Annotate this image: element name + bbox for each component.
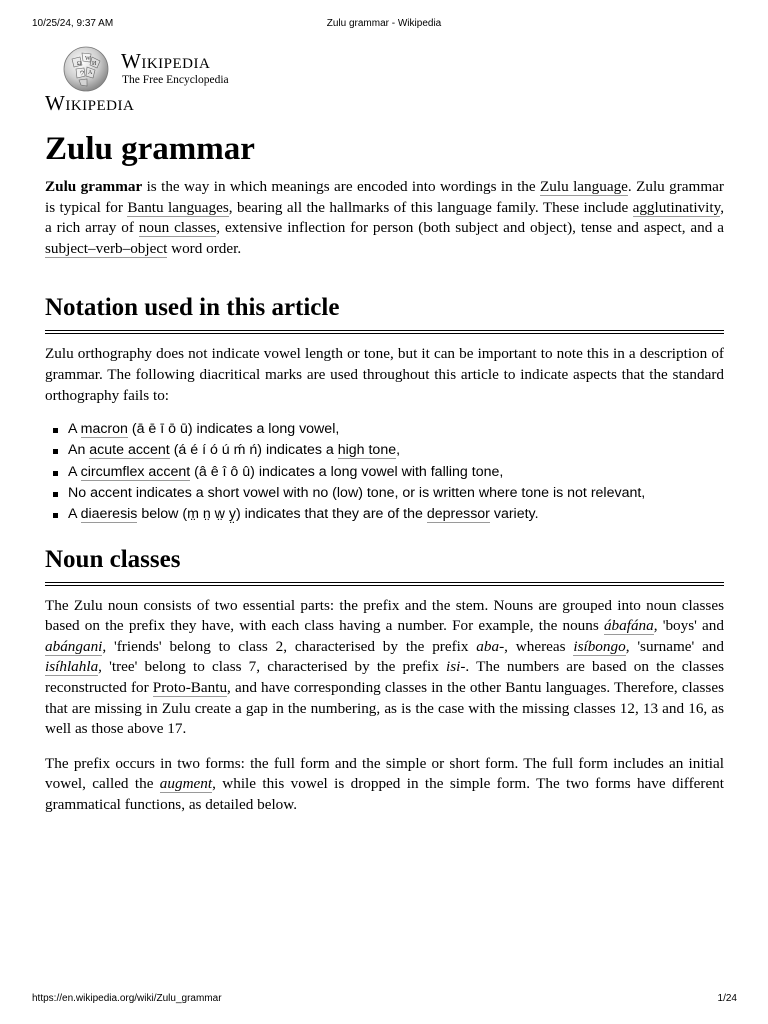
- list-item: [68, 504, 724, 525]
- link-acute-accent[interactable]: acute accent: [89, 442, 170, 459]
- list-item-text: A: [68, 421, 81, 438]
- wikipedia-globe-icon: [62, 45, 110, 93]
- article-title: Zulu grammar: [45, 131, 255, 167]
- lead-paragraph: [45, 177, 724, 259]
- link-isihlahla[interactable]: isíhlahla: [45, 658, 99, 676]
- lead-text: . Zulu grammar is typical for: [45, 178, 724, 216]
- notation-intro: Zulu orthography does not indicate vowel length or tone, but it can be important to note this in a description of grammar. The following diacritical marks are used throughout this article to indicate aspects that the standard orthography fails to:: [45, 345, 724, 404]
- list-item-text: below (m̤ n̤ w̤ y̤) indicates that they are of the: [137, 506, 427, 523]
- list-item: [68, 462, 724, 483]
- list-item-text: No accent indicates a short vowel with no (low) tone, or is written where tone is not relevant,: [68, 485, 646, 502]
- list-item: [68, 483, 724, 504]
- svg-text:ウ: ウ: [79, 71, 86, 77]
- paragraph-text: The prefix occurs in two forms: the full form and the simple or short form. The full form includes an initial vowel, called the: [45, 754, 724, 793]
- link-bantu-languages[interactable]: Bantu languages: [127, 198, 229, 216]
- prefix-example: isi-: [445, 658, 466, 676]
- list-item-text: A: [68, 463, 81, 480]
- list-item-text: A: [68, 506, 81, 523]
- link-macron[interactable]: macron: [80, 421, 128, 438]
- paragraph-text: , 'boys' and: [653, 617, 724, 635]
- paragraph-text: , 'friends' belong to class 2, characterised by the prefix: [102, 637, 477, 655]
- link-high-tone[interactable]: high tone: [337, 442, 397, 459]
- noun-classes-paragraph-1: [45, 596, 724, 740]
- svg-text:W: W: [85, 56, 91, 62]
- heading-noun-classes: Noun classes: [45, 543, 724, 586]
- print-url: https://en.wikipedia.org/wiki/Zulu_grammar: [32, 993, 222, 1004]
- svg-text:A: A: [88, 70, 93, 76]
- link-isibongo[interactable]: isíbongo: [573, 637, 626, 655]
- wikipedia-tagline: The Free Encyclopedia: [122, 74, 229, 86]
- noun-classes-paragraph-2: [45, 754, 724, 816]
- link-abangani[interactable]: abángani: [45, 637, 103, 655]
- paragraph-text: , whereas: [504, 637, 574, 655]
- link-augment[interactable]: augment: [159, 775, 213, 793]
- list-item-text: An: [68, 442, 90, 459]
- svg-text:И: И: [92, 61, 97, 67]
- link-noun-classes[interactable]: noun classes: [138, 219, 217, 237]
- list-item-text: ,: [396, 442, 401, 459]
- link-agglutinativity[interactable]: agglutinativity: [632, 198, 721, 216]
- print-page-number: 1/24: [717, 993, 737, 1004]
- prefix-example: aba-: [476, 637, 505, 655]
- paragraph-text: , while this vowel is dropped in the simple form. The two forms have different grammatical functions, as detailed below.: [45, 775, 724, 813]
- link-proto-bantu[interactable]: Proto-Bantu: [152, 679, 228, 697]
- link-depressor[interactable]: depressor: [426, 506, 490, 523]
- list-item-text: (ā ē ī ō ū) indicates a long vowel,: [127, 421, 340, 438]
- wikipedia-wordmark-large: Wikipedia: [45, 91, 135, 115]
- link-abafana[interactable]: ábafána: [603, 617, 654, 635]
- paragraph-text: The Zulu noun consists of two essential parts: the prefix and the stem. Nouns are grouped into noun classes based on the prefix they have, with each class having a number. For example, the nouns: [45, 596, 724, 635]
- article-content: [45, 126, 724, 816]
- print-page-title: Zulu grammar - Wikipedia: [326, 18, 442, 29]
- print-datetime: 10/25/24, 9:37 AM: [32, 18, 114, 29]
- lead-text: , bearing all the hallmarks of this language family. These include: [228, 198, 633, 216]
- lead-text: is the way in which meanings are encoded into wordings in the: [142, 178, 541, 195]
- list-item-text: variety.: [489, 506, 539, 523]
- lead-text: , extensive inflection for person (both subject and object), tense and aspect, and a: [216, 219, 724, 237]
- paragraph-text: . The numbers are based on the classes reconstructed for: [45, 658, 724, 697]
- svg-text:Ω: Ω: [77, 61, 82, 67]
- link-circumflex-accent[interactable]: circumflex accent: [80, 463, 191, 480]
- list-item: [68, 440, 724, 461]
- heading-notation: Notation used in this article: [45, 291, 724, 334]
- paragraph-text: , 'tree' belong to class 7, characterised by the prefix: [98, 658, 446, 676]
- lead-bold-term: Zulu grammar: [45, 178, 143, 195]
- link-subject-verb-object[interactable]: subject–verb–object: [45, 239, 168, 257]
- list-item-text: (â ê î ô û) indicates a long vowel with falling tone,: [190, 463, 504, 480]
- lead-text: word order.: [167, 239, 242, 257]
- paragraph-text: , and have corresponding classes in the other Bantu languages. Therefore, classes that are missing in Zulu create a gap in the numbering, as is the case with the missing classes 12, 13 and 16, as well as those above 17.: [45, 679, 724, 738]
- lead-text: , a rich array of: [45, 198, 724, 237]
- paragraph-text: , 'surname' and: [625, 637, 724, 655]
- link-diaeresis[interactable]: diaeresis: [80, 506, 138, 523]
- notation-list: [45, 419, 724, 525]
- link-zulu-language[interactable]: Zulu language: [540, 178, 628, 195]
- list-item-text: (á é í ó ú ḿ ń) indicates a: [169, 442, 338, 459]
- list-item: [68, 419, 724, 440]
- wikipedia-wordmark: Wikipedia: [121, 49, 211, 73]
